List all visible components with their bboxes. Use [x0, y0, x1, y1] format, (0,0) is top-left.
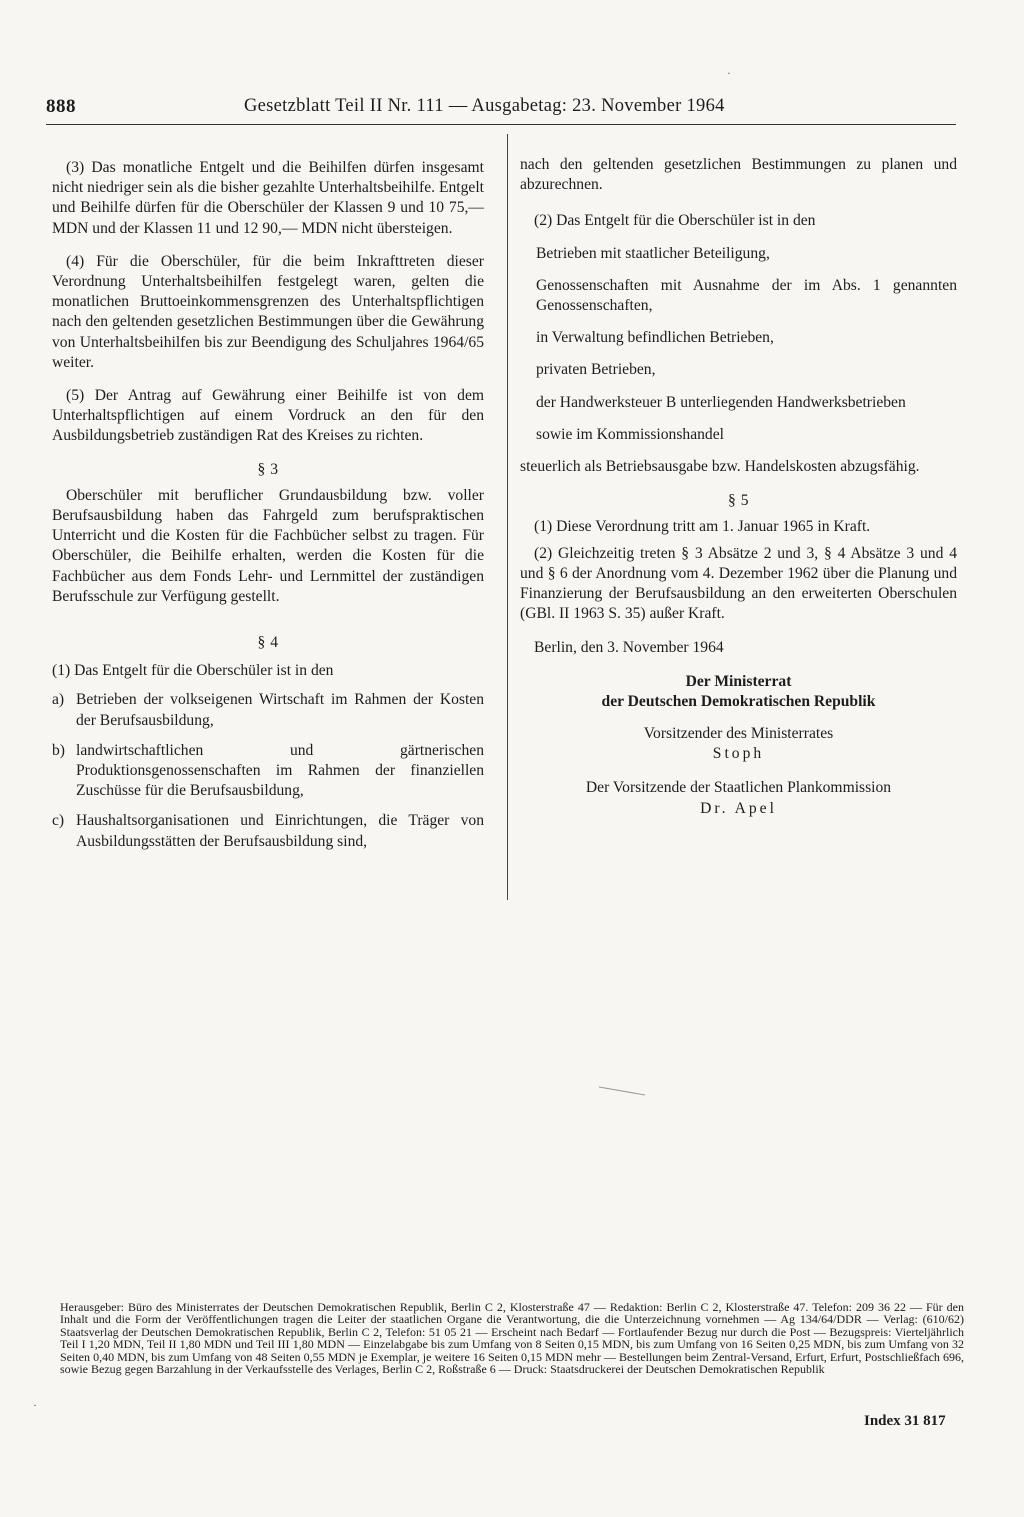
column-divider [507, 134, 508, 900]
paragraph-2-intro: (2) Das Entgelt für die Oberschüler ist in den [534, 212, 816, 230]
section-5-heading: § 5 [728, 492, 749, 510]
paragraph-5: (5) Der Antrag auf Gewährung einer Beihilfe ist von dem Unterhaltspflichtigen auf einem Vordruck an den für den Ausbildungsbetrieb zuständigen Rat des Kreises zu richten. [52, 387, 484, 445]
section-3-text: Oberschüler mit beruflicher Grundausbildung bzw. voller Berufsausbildung haben das Fahrgeld zum berufspraktischen Unterricht und die Kosten für die Fachbücher selbst zu tragen. Für Oberschüler, die Beihilfe erhalten, werden die Kosten für die Fachbücher aus dem Fonds Lehr- und Lernmittel der zuständigen Berufsschule zur Verfügung gestellt. [52, 486, 484, 605]
header-title: Gesetzblatt Teil II Nr. 111 — Ausgabetag: 23. November 1964 [244, 96, 725, 116]
list-item: privaten Betrieben, [536, 361, 656, 379]
continued-text: nach den geltenden gesetzlichen Bestimmungen zu planen und abzurechnen. [520, 156, 957, 194]
paragraph-3: (3) Das monatliche Entgelt und die Beihilfen dürfen insgesamt nicht niedriger sein als die bisher gezahlte Unterhaltsbeihilfe. Entgelt und Beihilfe dürfen für die Oberschüler der Klassen 9 und 10 75,— MDN und der Klassen 11 und 12 90,— MDN nicht übersteigen. [52, 159, 484, 237]
right-column [520, 155, 957, 819]
list-item: der Handwerksteuer B unterliegenden Handwerksbetrieben [536, 393, 906, 411]
section-5-paragraph-1: (1) Diese Verordnung tritt am 1. Januar 1965 in Kraft. [534, 518, 871, 536]
index-number: Index 31 817 [864, 1413, 946, 1429]
list-item: Genossenschaften mit Ausnahme der im Abs. 1 genannten Genossenschaften, [536, 276, 957, 315]
chair-title: Vorsitzender des Ministerrates [643, 725, 834, 743]
list-item-label: c) [52, 812, 65, 830]
list-item [52, 690, 484, 730]
section-3-heading: § 3 [257, 460, 279, 478]
council-name-line-2: der Deutschen Demokratischen Republik [601, 692, 876, 710]
list-item: Betrieben mit staatlicher Beteiligung, [536, 244, 770, 262]
plan-commission-title: Der Vorsitzende der Staatlichen Plankommission [585, 779, 892, 797]
page-header [46, 96, 956, 122]
list-item-text: Betrieben der volkseigenen Wirtschaft im Rahmen der Kosten der Berufsausbildung, [76, 691, 484, 729]
list-item [52, 811, 484, 851]
section-5-paragraph-2: (2) Gleichzeitig treten § 3 Absätze 2 und 3, § 4 Absätze 3 und 4 und § 6 der Anordnung vom 4. Dezember 1962 über die Planung und Finanzierung der Berufsausbildung an den erweiterten Oberschulen (GBl. II 1963 S. 35) außer Kraft. [520, 544, 957, 623]
section-4-intro: (1) Das Entgelt für die Oberschüler ist in den [52, 662, 334, 680]
left-column [52, 158, 484, 852]
council-name-line-1: Der Ministerrat [685, 672, 792, 690]
chair-name: Stoph [712, 745, 765, 763]
list-item-text: landwirtschaftlichen und gärtnerischen Produktionsgenossenschaften im Rahmen der finanziellen Zuschüsse für die Berufsausbildung, [76, 741, 484, 800]
print-speck: · [33, 1398, 37, 1412]
list-item: sowie im Kommissionshandel [536, 425, 724, 443]
list-item-label: a) [52, 691, 65, 709]
page-number: 888 [46, 96, 76, 117]
list-item: in Verwaltung befindlichen Betrieben, [536, 329, 774, 347]
paragraph-4: (4) Für die Oberschüler, für die beim Inkrafttreten dieser Verordnung Unterhaltsbeihilfen festgelegt waren, gelten die monatlichen Bruttoeinkommensgrenzen des Unterhaltspflichtigen nach den geltenden gesetzlichen Bestimmungen über die Gewährung von Unterhaltsbeihilfen bis zur Beendigung des Schuljahres 1964/65 weiter. [52, 252, 484, 371]
paragraph-2-close: steuerlich als Betriebsausgabe bzw. Handelskosten abzugsfähig. [520, 458, 920, 476]
header-rule [46, 124, 956, 125]
imprint-text: Herausgeber: Büro des Ministerrates der Deutschen Demokratischen Republik, Berlin C 2, Klosterstraße 47 — Redaktion: Berlin C 2, Klosterstraße 47. Telefon: 209 36 22 — Für den Inhalt und die Form der Veröffentlichungen tragen die Leiter der staatlichen Organe die Verantwortung, die die Unterzeichnung vornehmen — Ag 134/64/DDR — Verlag: (610/62) Staatsverlag der Deutschen Demokratischen Republik, Berlin C 2, Telefon: 51 05 21 — Erscheint nach Bedarf — Fortlaufender Bezug nur durch die Post — Bezugspreis: Vierteljährlich Teil I 1,20 MDN, Teil II 1,80 MDN und Teil III 1,80 MDN — Einzelabgabe bis zum Umfang von 8 Seiten 0,15 MDN, bis zum Umfang von 16 Seiten 0,25 MDN, bis zum Umfang von 32 Seiten 0,40 MDN, bis zum Umfang von 48 Seiten 0,55 MDN je Exemplar, je weitere 16 Seiten 0,15 MDN mehr — Bestellungen beim Zentral-Versand, Erfurt, Erfurt, Postschließfach 696, sowie Bezug gegen Barzahlung in der Verkaufsstelle des Verlages, Berlin C 2, Roßstraße 6 — Druck: Staatsdruckerei der Deutschen Demokratischen Republik [60, 1300, 964, 1377]
print-smudge [597, 1084, 649, 1098]
print-speck: · [727, 66, 731, 80]
section-4-heading: § 4 [257, 634, 279, 652]
list-item-text: Haushaltsorganisationen und Einrichtungen, die Träger von Ausbildungsstätten der Berufsausbildung sind, [76, 812, 484, 850]
list-item [52, 741, 484, 802]
plan-commission-name: Dr. Apel [700, 799, 777, 817]
date-line: Berlin, den 3. November 1964 [534, 639, 724, 657]
list-item-label: b) [52, 741, 65, 759]
